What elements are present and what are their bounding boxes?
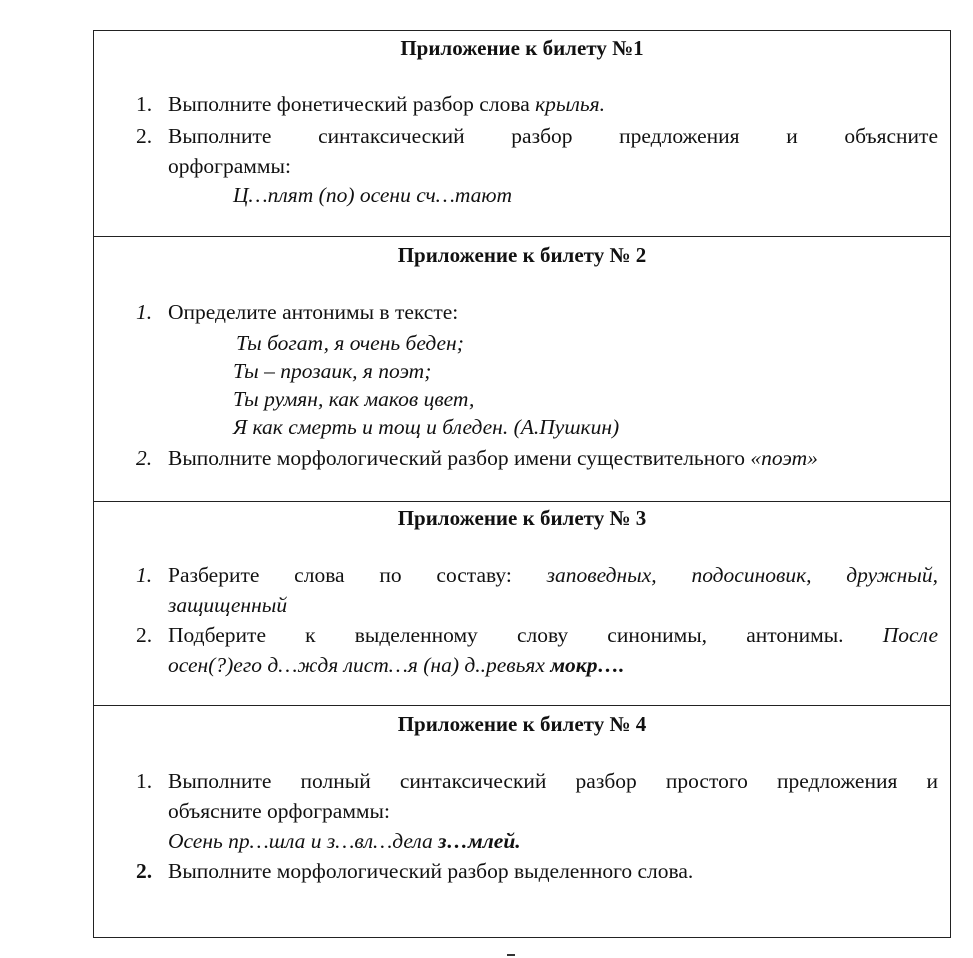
item-number: 1. [136, 300, 153, 324]
item-text: Выполните фонетический разбор слова [168, 92, 536, 116]
page-mark [507, 954, 515, 956]
ticket-1-cell [94, 31, 950, 237]
item-text: Разберите слова по составу: [168, 563, 547, 587]
item-text: Подберите к выделенному слову синонимы, антонимы. [168, 623, 883, 647]
tickets-table [93, 30, 951, 938]
poem-line: Я как смерть и тощ и бледен. (А.Пушкин) [233, 415, 620, 439]
item-number: 1. [136, 769, 153, 793]
item-words: защищенный [168, 593, 288, 617]
item-number: 1. [136, 563, 153, 587]
ticket-2-item-1 [136, 297, 938, 327]
ticket-1-title: Приложение к билету №1 [400, 36, 644, 60]
item-word: «поэт» [750, 446, 818, 470]
ticket-4-item-1 [136, 766, 938, 856]
item-sentence: осен(?)его д…ждя лист…я (на) д..ревьях [168, 653, 551, 677]
highlighted-word: з…млей. [438, 829, 521, 853]
ticket-3-cell [94, 502, 950, 706]
item-sentence: Осень пр…шла и з…вл…дела [168, 829, 439, 853]
item-text: Выполните морфологический разбор выделенного слова. [168, 859, 694, 883]
item-number: 2. [136, 623, 153, 647]
item-text-line: Выполните полный синтаксический разбор простого предложения и [168, 769, 938, 793]
poem-line: Ты богат, я очень беден; [236, 331, 464, 355]
highlighted-word: мокр…. [550, 653, 625, 677]
item-text-line: орфограммы: [168, 154, 291, 178]
ticket-2-title: Приложение к билету № 2 [397, 243, 647, 267]
ticket-4-item-2 [136, 856, 938, 886]
item-text-line: Выполните синтаксический разбор предложения и объясните [168, 124, 938, 148]
item-text: Определите антонимы в тексте: [168, 300, 459, 324]
item-sentence: После [882, 623, 938, 647]
ticket-4-title: Приложение к билету № 4 [397, 712, 647, 736]
ticket-3-title: Приложение к билету № 3 [397, 506, 647, 530]
poem-line: Ты – прозаик, я поэт; [233, 359, 432, 383]
item-word: крылья. [535, 92, 606, 116]
ticket-2-cell [94, 237, 950, 502]
ticket-1-item-1 [136, 89, 938, 119]
item-text-line: объясните орфограммы: [168, 799, 390, 823]
ticket-3-item-1 [136, 560, 938, 620]
item-words: заповедных, подосиновик, дружный, [546, 563, 938, 587]
ticket-3-item-2 [136, 620, 938, 680]
item-number: 2. [136, 859, 153, 883]
item-number: 2. [136, 124, 153, 148]
ticket-1-item-2 [136, 121, 938, 181]
item-number: 1. [136, 92, 153, 116]
ticket-1-sentence: Ц…плят (по) осени сч…тают [233, 183, 513, 207]
item-text: Выполните морфологический разбор имени существительного [168, 446, 751, 470]
ticket-4-cell [94, 706, 950, 939]
ticket-2-item-2 [136, 443, 938, 473]
item-number: 2. [136, 446, 153, 470]
poem-line: Ты румян, как маков цвет, [233, 387, 475, 411]
